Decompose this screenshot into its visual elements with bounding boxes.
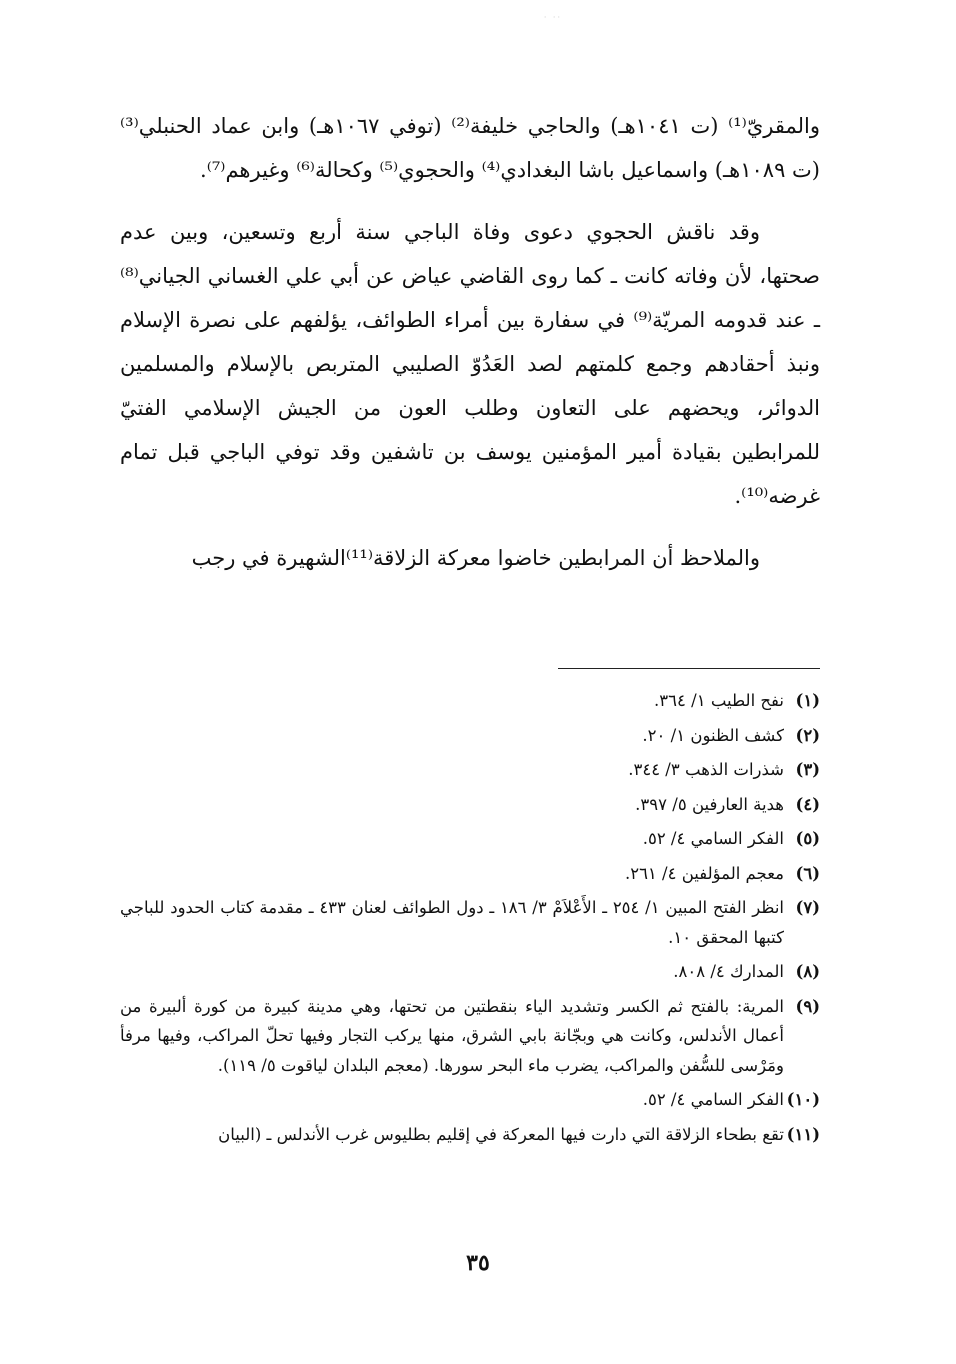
paragraph-2: وقد ناقش الحجوي دعوى وفاة الباجي سنة أربع وتسعين، وبين عدم صحتها، لأن وفاته كانت ـ كما روى القاضي عياض عن أبي علي الغساني الجياني⁽⁸⁾ ـ عند قدومه المريّة⁽⁹⁾ في سفارة بين أمراء الطوائف، يؤلفهم على نصرة الإسلام ونبذ أحقادهم وجمع كلمتهم لصد العَدُوّ الصليبي المتربص بالإسلام والمسلمين الدوائر، ويحضهم على التعاون وطلب العون من الجيش الإسلامي الفتيّ للمرابطين بقيادة أمير المؤمنين يوسف بن تاشفين وقد توفي الباجي قبل تمام غرضه⁽¹⁰⁾. [120, 220, 821, 508]
footnote-text: الفكر السامي ٤/ ٥٢. [642, 1090, 784, 1109]
footnote-text: انظر الفتح المبين ١/ ٢٥٤ ـ الأَعْلاَمْ ٣/ ١٨٦ ـ دول الطوائف لعنان ٤٣٣ ـ مقدمة كتاب الحدود للباجي كتبها المحقق ١٠. [120, 898, 785, 947]
footnote [120, 824, 820, 854]
footnote-text: كشف الظنون ١/ ٢٠. [642, 725, 784, 745]
main-text [120, 104, 820, 598]
footnote-number: (٧) [795, 898, 820, 917]
footnote [120, 957, 820, 987]
footnote-number: (٨) [795, 962, 820, 981]
footnote-number: (١١) [786, 1124, 820, 1144]
footnote [120, 992, 820, 1081]
footnote-number: (١) [795, 691, 820, 710]
footnote [120, 1085, 820, 1115]
footnote [120, 1120, 820, 1150]
paragraph-1: والمقريّ⁽¹⁾ (ت ١٠٤١هـ) والحاجي خليفة⁽²⁾ (توفي ١٠٦٧هـ) وابن عماد الحنبلي⁽³⁾ (ت ١٠٨٩هـ) واسماعيل باشا البغدادي⁽⁴⁾ والحجوي⁽⁵⁾ وكحالة⁽⁶⁾ وغيرهم⁽⁷⁾. [120, 114, 820, 182]
footnote [120, 859, 820, 889]
footnote-number: (٥) [795, 829, 820, 848]
footnote-text: المرية: بالفتح ثم الكسر وتشديد الياء بنقطتين من تحتها، وهي مدينة كبيرة من كورة ألبيرة من أعمال الأندلس، وكانت هي وبجّانة بابي الشرق، منها يركب التجار وفيها تحلّ المراكب، وفيها مرفأ ومَرْسى للسُّفن والمراكب، يضرب ماء البحر سورها. (معجم البلدان لياقوت ٥/ ١١٩). [120, 996, 784, 1075]
scan-speck: ·· · [543, 13, 562, 22]
footnote-separator [558, 668, 820, 669]
footnote [120, 686, 820, 716]
footnote-text: معجم المؤلفين ٤/ ٢٦١. [624, 863, 784, 883]
footnote-number: (١٠) [786, 1090, 820, 1109]
footnote-number: (٩) [795, 996, 820, 1016]
footnote-number: (٦) [795, 863, 820, 883]
page-number: ٣٥ [466, 1250, 490, 1276]
footnote-text: نفح الطيب ١/ ٣٦٤. [654, 691, 784, 710]
footnote [120, 755, 820, 785]
footnote-text: تقع بطحاء الزلاقة التي دارت فيها المعركة في إقليم بطليوس غرب الأندلس ـ (البيان [218, 1124, 784, 1144]
footnote-text: شذرات الذهب ٣/ ٣٤٤. [628, 760, 784, 779]
footnote-number: (٣) [795, 760, 820, 779]
footnote-number: (٤) [795, 794, 820, 814]
footnote [120, 893, 820, 952]
footnote [120, 790, 820, 820]
footnote [120, 721, 820, 751]
footnote-text: المدارك ٤/ ٨٠٨. [673, 962, 784, 981]
footnote-number: (٢) [795, 725, 820, 745]
footnote-text: الفكر السامي ٤/ ٥٢. [642, 829, 784, 848]
paragraph-3: والملاحظ أن المرابطين خاضوا معركة الزلاقة⁽¹¹⁾الشهيرة في رجب [191, 546, 760, 570]
footnotes [120, 686, 820, 1154]
footnote-text: هدية العارفين ٥/ ٣٩٧. [635, 794, 784, 814]
